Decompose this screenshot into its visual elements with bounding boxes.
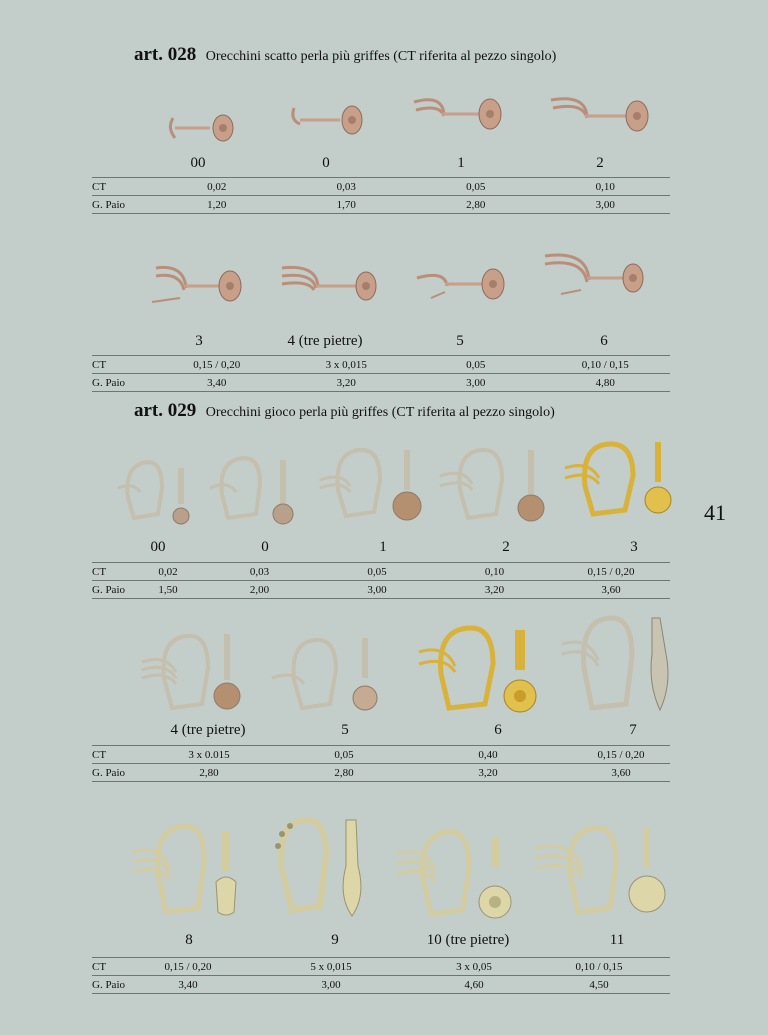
stud-earring-00: [165, 108, 235, 148]
ct-value: 0,10: [541, 178, 671, 196]
size-label: 6: [494, 722, 502, 738]
table-row: [92, 764, 670, 782]
paio-value: 3,60: [552, 581, 670, 599]
size-label: 6: [600, 333, 608, 349]
lever-earring-00: [114, 458, 204, 528]
paio-value: 4,80: [541, 374, 671, 392]
spec-table: [92, 355, 670, 392]
table-row: [92, 374, 670, 392]
paio-value: 2,00: [202, 581, 317, 599]
size-label: 7: [629, 722, 637, 738]
paio-value: 3,00: [541, 196, 671, 214]
paio-value: 1,20: [152, 196, 282, 214]
lever-earring-3: [563, 440, 678, 525]
size-label: 00: [190, 155, 206, 171]
lever-earring-1: [318, 446, 433, 526]
paio-label: G. Paio: [92, 764, 134, 782]
size-label: 0: [261, 539, 269, 555]
ct-value: 0,03: [282, 178, 412, 196]
table-row: [92, 356, 670, 374]
stud-earring-0: [290, 100, 365, 140]
art-029-title: [134, 400, 555, 422]
size-label: 1: [457, 155, 465, 171]
paio-value: 2,80: [134, 764, 284, 782]
ct-value: 3 x 0.015: [134, 746, 284, 764]
lever-earring-2: [438, 446, 553, 526]
ct-value: 0,05: [411, 356, 541, 374]
size-label: 4 (tre pietre): [287, 333, 363, 349]
stud-earring-4: [278, 262, 378, 312]
stud-earring-2: [549, 94, 649, 144]
art-description: Orecchini scatto perla più griffes (CT riferita al pezzo singolo): [205, 49, 557, 64]
ct-value: 0,02: [152, 178, 282, 196]
ct-value: 0,15 / 0,20: [552, 563, 670, 581]
ct-value: 0,15 / 0,20: [572, 746, 670, 764]
paio-value: 3,40: [152, 374, 282, 392]
art-description: Orecchini gioco perla più griffes (CT riferita al pezzo singolo): [205, 405, 555, 420]
paio-value: 2,80: [411, 196, 541, 214]
paio-value: 1,70: [282, 196, 412, 214]
table-row: [92, 976, 670, 994]
paio-value: 3,20: [404, 764, 572, 782]
size-label: 3: [195, 333, 203, 349]
paio-value: 3,00: [242, 976, 420, 994]
table-row: [92, 958, 670, 976]
paio-value: 3,20: [282, 374, 412, 392]
lever-earring-0: [208, 454, 303, 529]
size-labels: [0, 155, 768, 177]
ct-value: 5 x 0,015: [242, 958, 420, 976]
spec-table: [92, 957, 670, 994]
ct-value: 0,05: [284, 746, 404, 764]
paio-label: G. Paio: [92, 976, 134, 994]
size-label: 0: [322, 155, 330, 171]
paio-value: 1,50: [134, 581, 202, 599]
lever-earring-10: [395, 828, 525, 923]
size-labels: [0, 722, 768, 744]
size-label: 9: [331, 932, 339, 948]
paio-label: G. Paio: [92, 196, 152, 214]
ct-value: 0,15 / 0,20: [134, 958, 242, 976]
lever-earring-11: [534, 824, 669, 919]
lever-earring-6: [415, 624, 550, 719]
size-label: 2: [596, 155, 604, 171]
ct-value: 0,15 / 0,20: [152, 356, 282, 374]
lever-earring-5: [270, 636, 385, 716]
lever-earring-8: [130, 822, 250, 922]
size-label: 2: [502, 539, 510, 555]
ct-label: CT: [92, 356, 152, 374]
spec-table: [92, 562, 670, 599]
table-row: [92, 563, 670, 581]
size-labels: [0, 539, 768, 561]
stud-earring-5: [415, 262, 505, 307]
size-label: 5: [456, 333, 464, 349]
paio-label: G. Paio: [92, 374, 152, 392]
ct-label: CT: [92, 178, 152, 196]
stud-earring-1: [412, 94, 502, 144]
size-label: 8: [185, 932, 193, 948]
ct-value: 0,10 / 0,15: [528, 958, 670, 976]
paio-value: 4,50: [528, 976, 670, 994]
paio-value: 3,40: [134, 976, 242, 994]
lever-earring-4: [138, 632, 253, 717]
ct-value: 0,05: [317, 563, 437, 581]
table-row: [92, 178, 670, 196]
size-label: 1: [379, 539, 387, 555]
paio-value: 4,60: [420, 976, 528, 994]
size-label: 00: [150, 539, 166, 555]
size-label: 3: [630, 539, 638, 555]
size-label: 11: [609, 932, 625, 948]
paio-value: 2,80: [284, 764, 404, 782]
ct-value: 0,10 / 0,15: [541, 356, 671, 374]
paio-value: 3,60: [572, 764, 670, 782]
ct-value: 0,05: [411, 178, 541, 196]
paio-value: 3,00: [411, 374, 541, 392]
size-label: 5: [341, 722, 349, 738]
ct-value: 3 x 0,05: [420, 958, 528, 976]
art-number: art. 029: [134, 400, 197, 421]
ct-value: 0,02: [134, 563, 202, 581]
size-label: 10 (tre pietre): [426, 932, 510, 948]
ct-label: CT: [92, 746, 134, 764]
ct-value: 0,10: [437, 563, 552, 581]
size-labels: [0, 333, 768, 355]
table-row: [92, 581, 670, 599]
paio-label: G. Paio: [92, 581, 134, 599]
ct-value: 0,03: [202, 563, 317, 581]
paio-value: 3,20: [437, 581, 552, 599]
table-row: [92, 746, 670, 764]
ct-value: 3 x 0,015: [282, 356, 412, 374]
art-number: art. 028: [134, 44, 197, 65]
spec-table: [92, 745, 670, 782]
stud-earring-3: [150, 262, 245, 317]
stud-earring-6: [541, 250, 646, 305]
spec-table: [92, 177, 670, 214]
size-labels: [0, 932, 768, 954]
ct-value: 0,40: [404, 746, 572, 764]
lever-earring-9: [262, 816, 372, 921]
size-label: 4 (tre pietre): [170, 722, 246, 738]
lever-earring-7: [560, 614, 680, 719]
ct-label: CT: [92, 958, 134, 976]
ct-label: CT: [92, 563, 134, 581]
paio-value: 3,00: [317, 581, 437, 599]
art-028-title: [134, 44, 556, 66]
table-row: [92, 196, 670, 214]
page-number: 41: [704, 500, 726, 525]
